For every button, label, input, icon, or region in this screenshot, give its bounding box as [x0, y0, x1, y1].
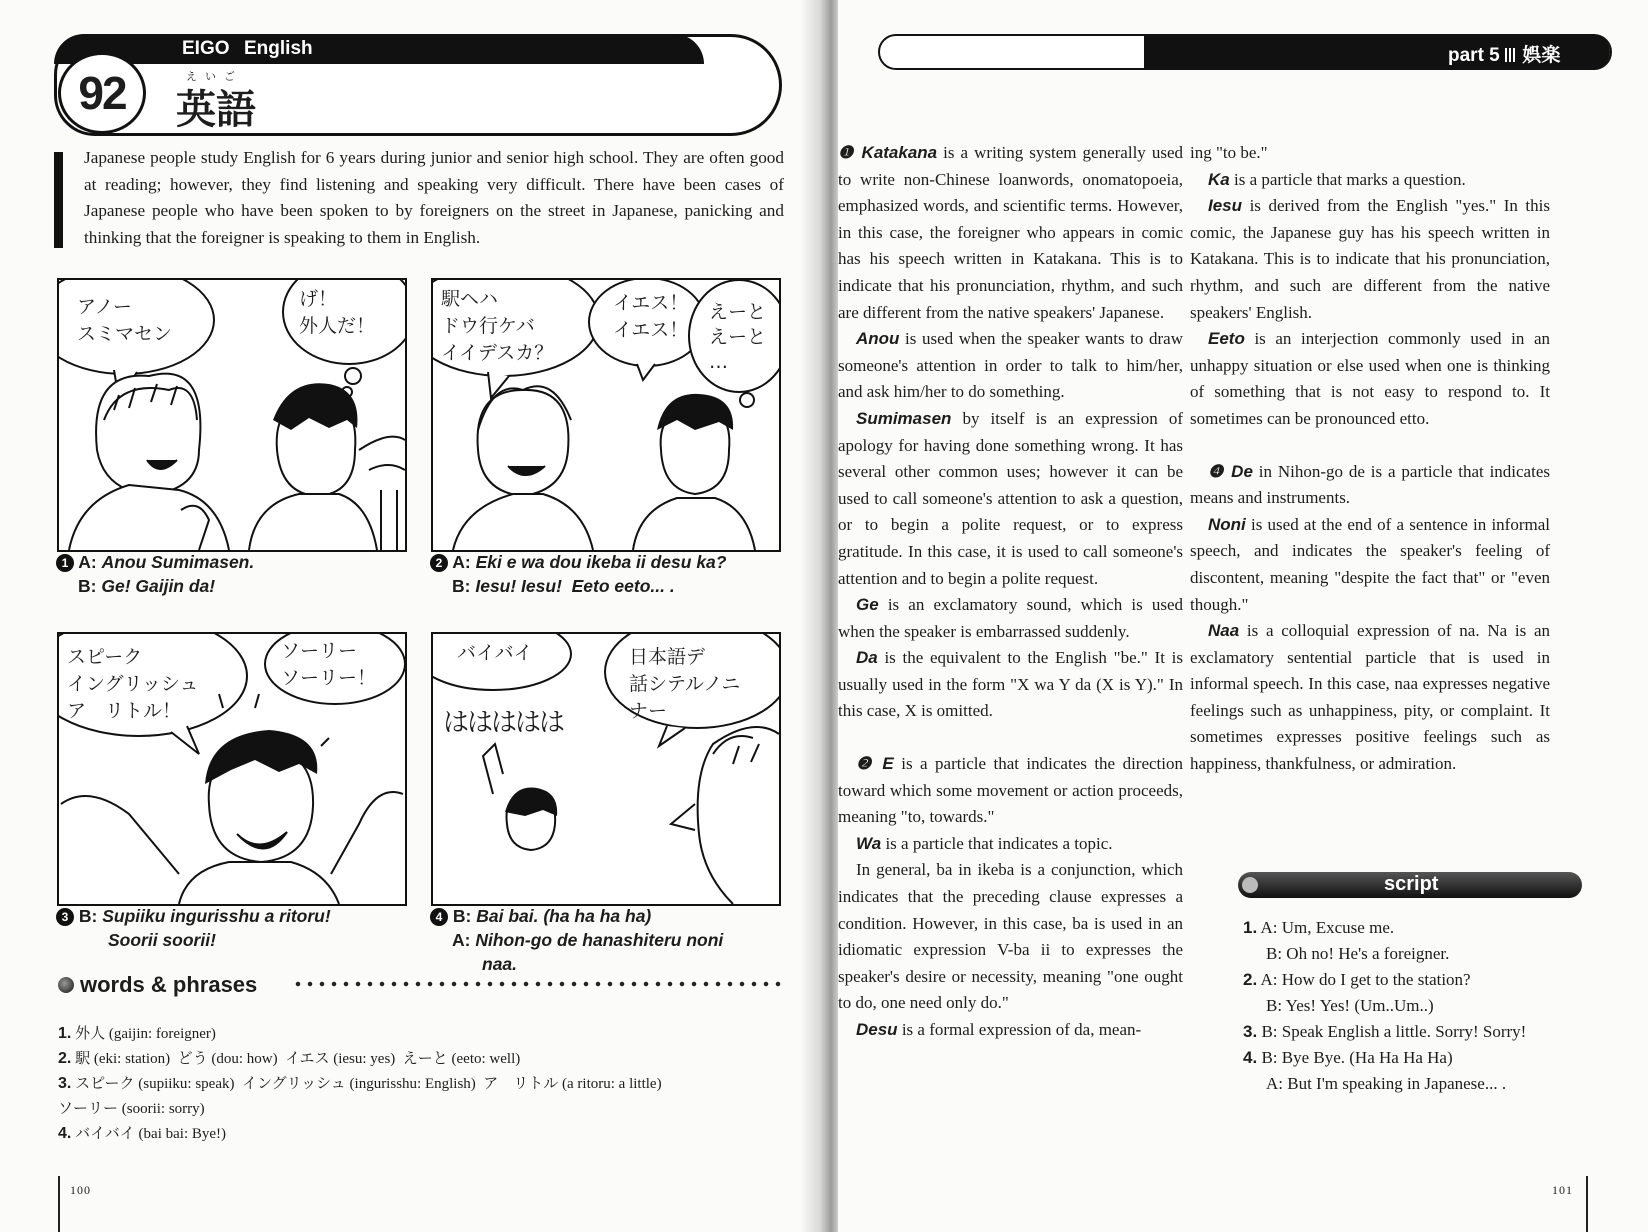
term-explanation: is a particle that indicates a topic. — [881, 833, 1113, 853]
term-explanation: is the equivalent to the English "be." It is usually used in the form "X wa Y da (X is Y)." In this case, X is omitted. — [838, 648, 1183, 721]
term: Ge — [856, 595, 879, 615]
term: Da — [856, 648, 878, 668]
commentary-column-1 — [838, 140, 1183, 1044]
comic-panel-1 — [57, 278, 407, 552]
speech-bubble-text: 日本語デ 話シテルノニ ナー — [629, 646, 741, 722]
caption-2: 2 A: Eki e wa dou ikeba ii desu ka? B: Iesu! Iesu! Eeto eeto... . — [430, 550, 726, 598]
hatch-icon — [1505, 48, 1517, 62]
term: Ka — [1208, 169, 1230, 189]
term: Iesu — [1208, 196, 1243, 216]
term: Sumimasen — [856, 408, 952, 428]
word-line-1: 1. 外人 (gaijin: foreigner) — [58, 1025, 216, 1042]
dotted-rule — [292, 980, 782, 988]
commentary-column-2 — [1190, 140, 1550, 778]
commentary-paragraph — [838, 831, 1183, 858]
script-line: B: Yes! Yes! (Um..Um..) — [1266, 996, 1434, 1015]
term: Desu — [856, 1020, 898, 1039]
speech-bubble-text: ソーリー ソーリー！ — [281, 640, 377, 689]
commentary-paragraph — [1190, 618, 1550, 778]
speech-bubble-text: イエス！ イエス！ — [613, 292, 689, 341]
bullet-icon — [1242, 877, 1258, 893]
footer-rule — [1586, 1176, 1588, 1232]
speech-bubble-text: アノー スミマセン — [77, 296, 173, 345]
lesson-romaji: EIGO — [182, 38, 230, 59]
lesson-kanji-title: 英語 — [176, 87, 256, 133]
page-number-right: 101 — [1552, 1183, 1573, 1197]
thought-bubble-text: えーと えーと … — [709, 301, 767, 373]
lesson-header-bar — [54, 34, 704, 64]
commentary-paragraph — [838, 751, 1183, 831]
term-explanation: is a colloquial expression of na. Na is an exclamatory sentential particle that is used in informal speech. In this case, naa expresses negative feelings such as unhappiness, pity, or complaint. It sometimes expresses positive feelings such as happiness, thankfulness, or admiration. — [1190, 621, 1550, 774]
caption-1: 1 A: Anou Sumimasen. B: Ge! Gaijin da! — [56, 550, 254, 598]
script-line: 4. B: Bye Bye. (Ha Ha Ha Ha) — [1243, 1048, 1453, 1067]
intro-bar — [54, 152, 63, 248]
script-line: 1. A: Um, Excuse me. — [1243, 918, 1395, 937]
speech-bubble-text: スピーク イングリッシュ ア リトル！ — [67, 646, 199, 722]
term-explanation: by itself is an expression of apology for having done something wrong. It has several other common uses; however it can be used to call someone's attention to ask a question, or to begin a polite request, or to express gratitude. In this case, it is used to call someone's attention and to begin a polite request. — [838, 408, 1183, 588]
comic-panel-4 — [431, 632, 781, 906]
term-explanation: is a writing system generally used to write non-Chinese loanwords, onomatopoeia, emphasized words, and scientific terms. However, in this case, the foreigner who appears in comic has his speech written in Katakana. This is to indicate that his pronunciation, rhythm, and such are different from the native speakers' Japanese. — [838, 143, 1183, 322]
caption-3: 3 B: Supiiku ingurisshu a ritoru! Soorii soorii! — [56, 904, 331, 952]
word-line-4: 4. バイバイ (bai bai: Bye!) — [58, 1125, 227, 1142]
term: ❹ De — [1208, 461, 1253, 481]
term-explanation: is used when the speaker wants to draw someone's attention in order to talk to him/her, and ask him/her to do something. — [838, 329, 1183, 402]
commentary-paragraph — [838, 592, 1183, 645]
term-explanation: is an exclamatory sound, which is used when the speaker is embarrassed suddenly. — [838, 595, 1183, 641]
commentary-paragraph — [1190, 193, 1550, 326]
thought-bubble-text: げ！ 外人だ！ — [299, 288, 376, 337]
term: Naa — [1208, 621, 1240, 641]
term-explanation: In general, ba in ikeba is a conjunction, which indicates that the preceding clause expresses a condition. However, in this case, ba is used in an idiomatic expression V-ba ii to expresses the speaker's desire or necessity, meaning "one ought to do, one need only do." — [838, 860, 1183, 1013]
title-ruby: えいご — [186, 71, 243, 83]
right-page — [838, 0, 1648, 1232]
script-line: A: But I'm speaking in Japanese... . — [1266, 1074, 1507, 1093]
script-line: 3. B: Speak English a little. Sorry! Sorry! — [1243, 1022, 1527, 1041]
left-page — [0, 0, 822, 1232]
term-explanation: is a particle that indicates the direction toward which some movement or action proceeds, meaning "to, towards." — [838, 754, 1183, 827]
term: Noni — [1208, 514, 1246, 534]
comic-panel-3 — [57, 632, 407, 906]
words-phrases-title: words & phrases — [58, 972, 257, 998]
intro-paragraph: Japanese people study English for 6 years during junior and senior high school. They are often good at reading; however, they find listening and speaking very difficult. There have been cases of Japanese people who have been spoken to by foreigners on the street in Japanese, panicking and thinking that the foreigner is speaking to them in English. — [84, 148, 784, 247]
word-line-3: 3. スピーク (supiiku: speak) イングリッシュ (ingurisshu: English) ア リトル (a ritoru: a little) — [58, 1075, 662, 1092]
commentary-paragraph — [1190, 140, 1550, 167]
word-line-3b: ソーリー (soorii: sorry) — [58, 1101, 205, 1117]
term: Eeto — [1208, 329, 1245, 349]
caption-4: 4 B: Bai bai. (ha ha ha ha) A: Nihon-go de hanashiteru noni naa. — [430, 904, 723, 976]
script-line: B: Oh no! He's a foreigner. — [1266, 944, 1450, 963]
term-explanation: is a particle that marks a question. — [1229, 169, 1466, 189]
word-line-2: 2. 駅 (eki: station) どう (dou: how) イエス (iesu: yes) えーと (eeto: well) — [58, 1050, 521, 1067]
section-label: part 5 娯楽 — [1448, 44, 1561, 66]
term-explanation: is a formal expression of da, mean- — [897, 1020, 1142, 1039]
speech-bubble-text: 駅ヘハ ドウ行ケバ イイデスカ？ — [441, 288, 554, 364]
comic-panel-2 — [431, 278, 781, 552]
commentary-paragraph — [838, 406, 1183, 592]
commentary-paragraph — [1190, 459, 1550, 512]
footer-rule — [58, 1176, 60, 1232]
term: ❷ E — [856, 754, 894, 774]
commentary-paragraph — [838, 645, 1183, 725]
term-explanation: ing "to be." — [1190, 143, 1268, 162]
bullet-icon — [58, 977, 74, 993]
term: Wa — [856, 833, 882, 853]
commentary-paragraph — [838, 140, 1183, 326]
term: Anou — [856, 329, 900, 349]
script-header-bar: script — [1238, 872, 1582, 898]
commentary-paragraph — [1190, 512, 1550, 618]
commentary-paragraph — [1190, 167, 1550, 194]
term-explanation: is an interjection commonly used in an unhappy situation or else used when one is thinking of something that is not easy to respond to. It sometimes can be pronounced etto. — [1190, 329, 1550, 428]
lesson-number: 92 — [58, 52, 146, 134]
commentary-paragraph — [838, 1017, 1183, 1044]
commentary-paragraph — [838, 326, 1183, 406]
speech-bubble-text: バイバイ — [457, 642, 533, 664]
term-explanation: is used at the end of a sentence in informal speech, and indicates the speaker's feeling of discontent, meaning "despite the fact that" or "even though." — [1190, 514, 1550, 614]
script-line: 2. A: How do I get to the station? — [1243, 970, 1471, 989]
laugh-text: ははははは — [443, 708, 564, 738]
term-explanation: is derived from the English "yes." In this comic, the Japanese guy has his speech written in Katakana. This is to indicate that his pronunciation, rhythm, and such are different from the native speakers' English. — [1190, 196, 1550, 322]
commentary-paragraph — [838, 857, 1183, 1017]
lesson-english: English — [244, 38, 313, 59]
page-number-left: 100 — [70, 1183, 91, 1197]
term-explanation: in Nihon-go de is a particle that indicates means and instruments. — [1190, 461, 1550, 508]
term: ❶ Katakana — [838, 143, 938, 162]
commentary-paragraph — [1190, 326, 1550, 432]
